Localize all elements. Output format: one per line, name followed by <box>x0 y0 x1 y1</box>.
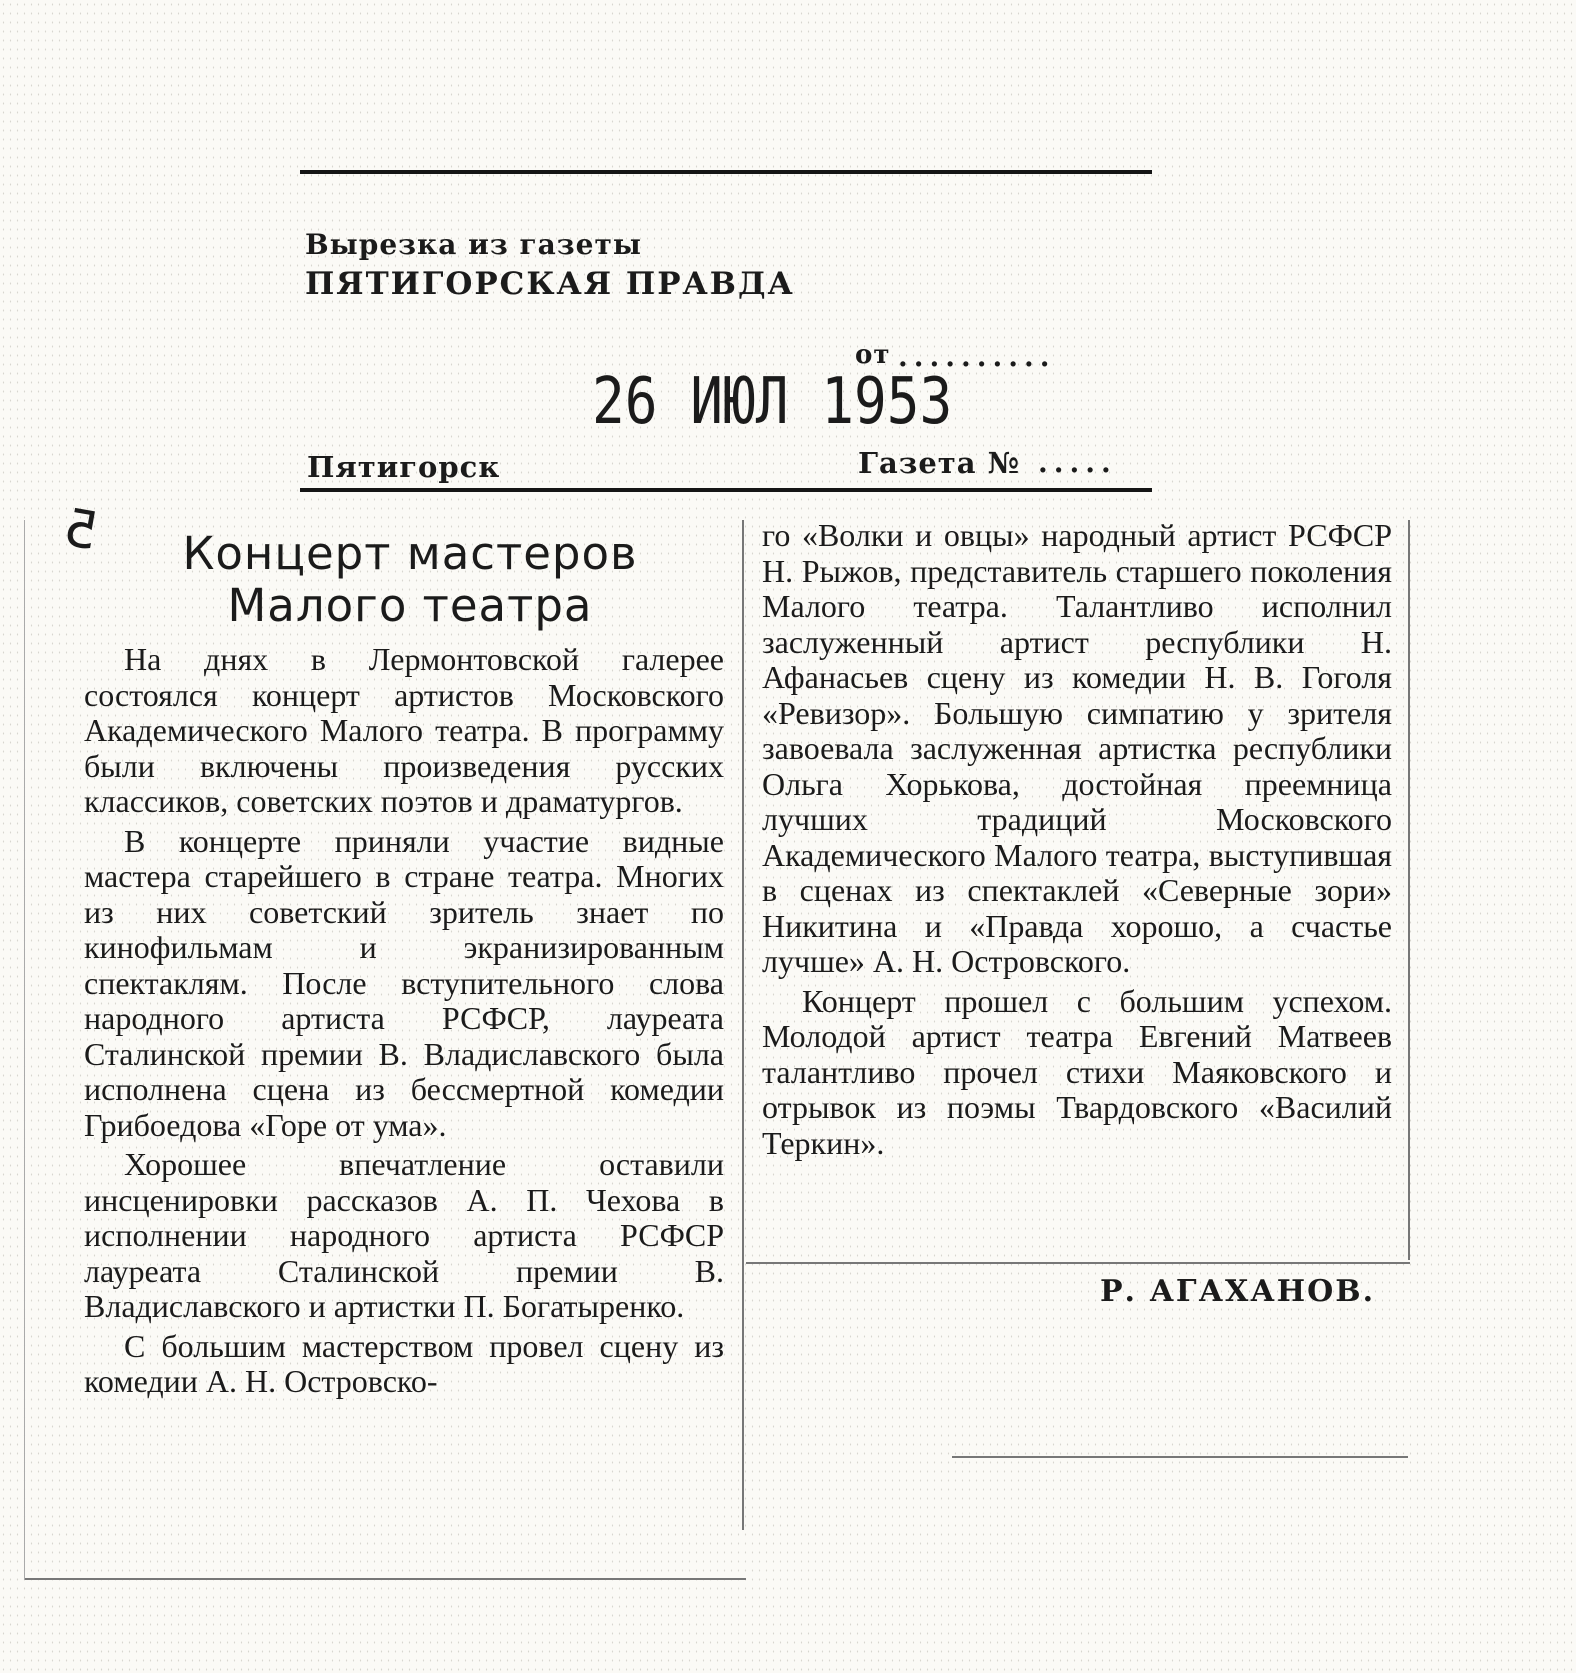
article-headline <box>110 528 710 632</box>
paragraph: С большим мастерством провел сцену из комедии А. Н. Островско- <box>84 1327 724 1399</box>
header-bottom-rule <box>300 488 1152 492</box>
header-top-rule <box>300 170 1152 174</box>
newspaper-name: ПЯТИГОРСКАЯ ПРАВДА <box>305 266 795 302</box>
author-signature: Р. АГАХАНОВ. <box>1100 1274 1376 1309</box>
paragraph: На днях в Лермонтовской галерее состоялся концерт артистов Московского Академического Малого театра. В программу были включены произведения русских классиков, советских поэтов и драматургов. <box>84 641 724 819</box>
article-bottom-rule <box>24 1578 746 1580</box>
left-edge-rule <box>24 520 25 1580</box>
paragraph: Хорошее впечатление оставили инсценировки рассказов А. П. Чехова в исполнении народного артиста РСФСР лауреата Сталинской премии В. Владиславского и артистки П. Богатыренко. <box>84 1146 724 1324</box>
paragraph: Концерт прошел с большим успехом. Молодой артист театра Евгений Матвеев талантливо прочел стихи Маяковского и отрывок из поэмы Твардовского «Василий Теркин». <box>762 982 1392 1161</box>
issue-label: Газета № <box>858 446 1021 480</box>
right-column-bottom-rule <box>746 1262 1410 1264</box>
headline-line-2: Малого театра <box>227 579 593 632</box>
column-divider <box>742 520 744 1530</box>
from-dots: .......... <box>898 340 1056 373</box>
signature-bottom-rule <box>952 1456 1408 1458</box>
article-right-column <box>762 518 1392 1165</box>
handwritten-mark: 5 <box>59 497 103 563</box>
paragraph: го «Волки и овцы» народный артист РСФСР Н. Рыжов, представитель старшего поколения Малого театра. Талантливо исполнил заслуженный артист республики Н. Афанасьев сцену из комедии Н. В. Гоголя «Ревизор». Большую симпатию у зрителя завоевала заслуженная артистка республики Ольга Хорькова, достойная преемница лучших традиций Московского Академического Малого театра, выступившая в сценах из спектаклей «Северные зори» Никитина и «Правда хорошо, а счастье лучше» А. Н. Островского. <box>762 517 1392 979</box>
right-column-border <box>1408 520 1410 1260</box>
headline-line-1: Концерт мастеров <box>182 527 638 580</box>
city-label: Пятигорск <box>307 450 501 484</box>
article-left-column <box>84 642 724 1404</box>
from-label: от <box>855 340 891 370</box>
paragraph: В концерте приняли участие видные мастера старейшего в стране театра. Многих из них советский зритель знает по кинофильмам и экранизированным спектаклям. После вступительного слова народного артиста РСФСР, лауреата Сталинской премии В. Владиславского была исполнена сцена из бессмертной комедии Грибоедова «Горе от ума». <box>84 822 724 1143</box>
clipping-label: Вырезка из газеты <box>305 228 642 261</box>
date-stamp: 26 ИЮЛ 1953 <box>592 365 953 439</box>
issue-dots: ..... <box>1038 446 1117 479</box>
